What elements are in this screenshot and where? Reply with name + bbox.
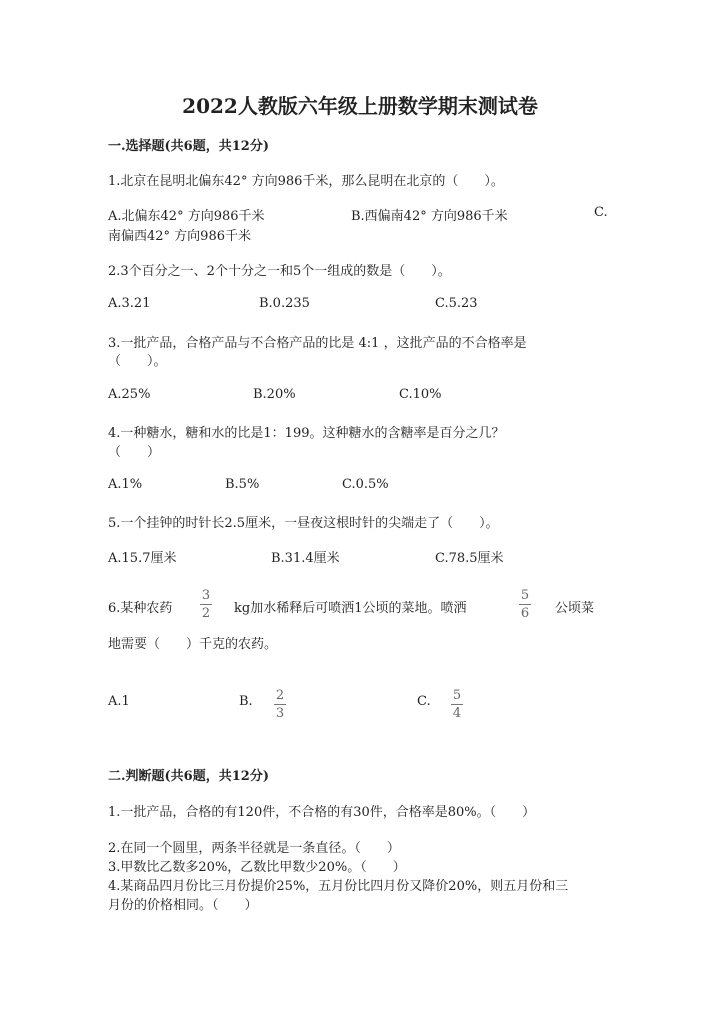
question-6-option-a: A.1 [108,694,130,709]
question-3-option-c: C.10% [399,387,442,402]
question-6-text-part1: 6.某种农药 [108,601,173,616]
question-1-option-b: B.西偏南42° 方向986千米 [351,209,508,224]
question-3-option-b: B.20% [253,387,296,402]
question-4-text-continued: （ ） [108,445,161,460]
judgement-item-3: 3.甲数比乙数多20%，乙数比甲数少20%。（ ） [108,860,406,875]
question-3-text-continued: （ ）。 [108,354,167,369]
fraction-denominator: 4 [452,706,462,721]
question-6-text-part3: 公顷菜 [555,601,595,616]
question-2-option-b: B.0.235 [259,296,310,311]
question-5-option-b: B.31.4厘米 [271,551,340,566]
question-1-option-a: A.北偏东42° 方向986千米 [108,209,265,224]
question-6-text-continued: 地需要（ ）千克的农药。 [108,637,278,652]
question-5-option-c: C.78.5厘米 [435,551,504,566]
judgement-item-4-continued: 月份的价格相同。（ ） [108,898,258,913]
fraction-three-halves [200,588,212,621]
question-4-text: 4.一种糖水，糖和水的比是1：199。这种糖水的含糖率是百分之几？ [108,426,505,441]
fraction-bar [519,604,531,605]
question-2-option-a: A.3.21 [108,296,151,311]
question-1-text: 1.北京在昆明北偏东42° 方向986千米，那么昆明在北京的（ ）。 [108,174,504,189]
judgement-item-1: 1.一批产品，合格的有120件，不合格的有30件，合格率是80%。（ ） [108,805,536,820]
fraction-numerator: 5 [452,688,462,703]
fraction-denominator: 2 [201,606,211,621]
section-heading-judgement: 二.判断题(共6题，共12分) [108,769,269,784]
judgement-item-2: 2.在同一个圆里，两条半径就是一条直径。（ ） [108,841,400,856]
fraction-bar [200,604,212,605]
question-5-option-a: A.15.7厘米 [108,551,177,566]
fraction-bar [451,704,463,705]
question-3-option-a: A.25% [108,387,151,402]
question-4-option-b: B.5% [225,477,260,492]
fraction-denominator: 6 [520,606,530,621]
fraction-denominator: 3 [275,706,285,721]
question-5-text: 5.一个挂钟的时针长2.5厘米，一昼夜这根时针的尖端走了（ ）。 [108,516,499,531]
question-2-option-c: C.5.23 [435,296,478,311]
question-2-text: 2.3个百分之一、2个十分之一和5个一组成的数是（ ）。 [108,264,451,279]
fraction-bar [274,704,286,705]
question-4-option-a: A.1% [108,477,143,492]
question-6-text-part2: kg加水稀释后可喷洒1公顷的菜地。喷洒 [234,601,467,616]
fraction-two-thirds [274,688,286,721]
fraction-five-quarters [451,688,463,721]
fraction-numerator: 3 [201,588,211,603]
question-3-text: 3.一批产品，合格产品与不合格产品的比是 4:1 ，这批产品的不合格率是 [108,336,527,351]
fraction-numerator: 2 [275,688,285,703]
question-6-option-c: C. [417,694,431,709]
fraction-numerator: 5 [520,588,530,603]
question-1-option-c: C. [594,205,608,220]
judgement-item-4: 4.某商品四月份比三月份提价25%，五月份比四月份又降价20%，则五月份和三 [108,879,569,894]
fraction-five-sixths [519,588,531,621]
section-heading-choice: 一.选择题(共6题，共12分) [108,139,269,154]
question-4-option-c: C.0.5% [342,477,389,492]
question-6-option-b: B. [239,694,253,709]
page-title: 2022人教版六年级上册数学期末测试卷 [182,94,538,118]
question-1-option-c-continued: 南偏西42° 方向986千米 [108,229,251,244]
